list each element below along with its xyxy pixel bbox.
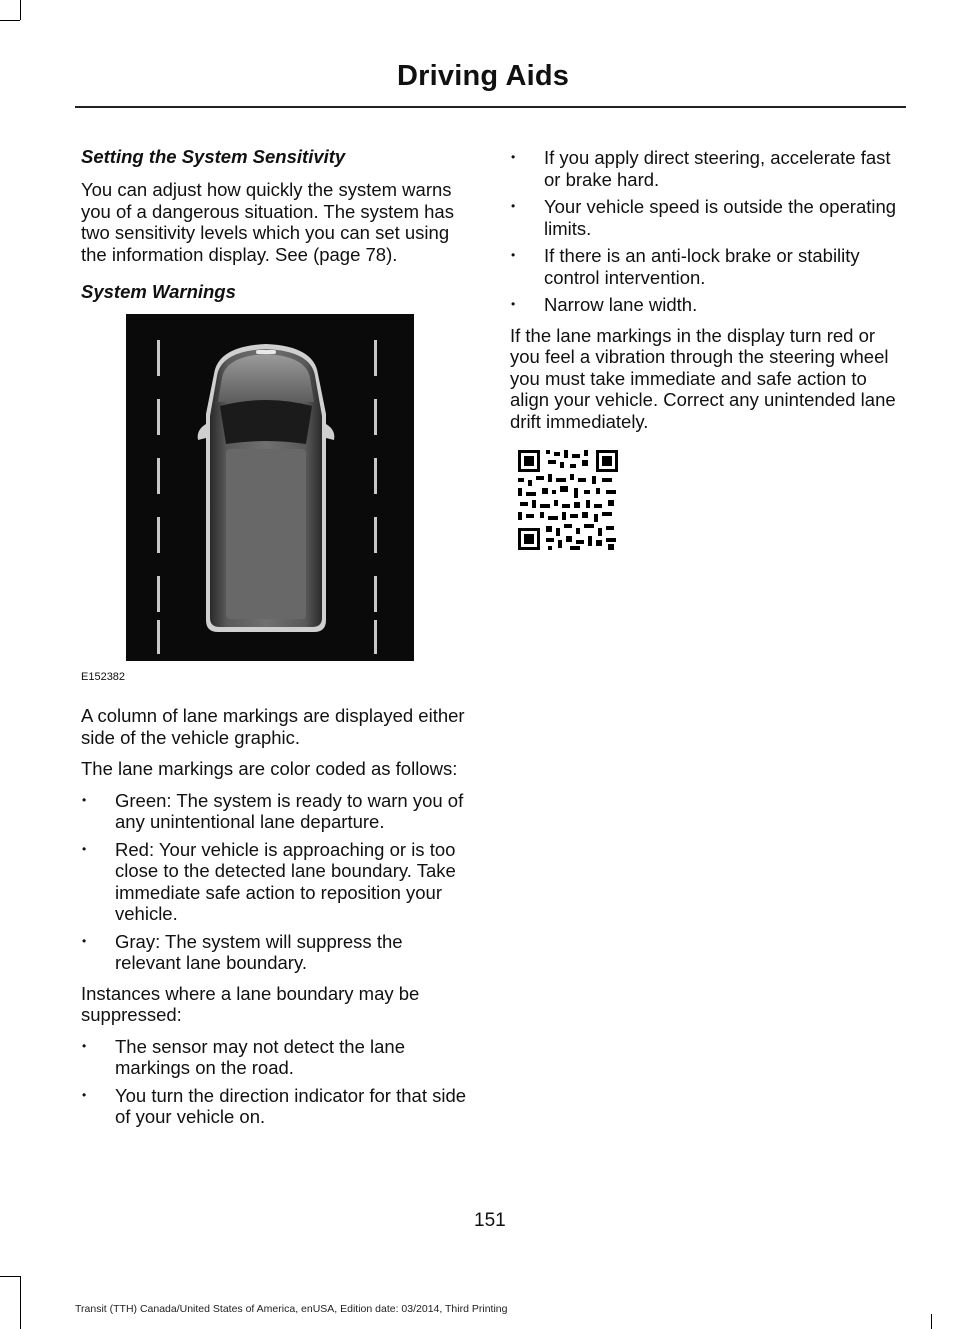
list-item: • You turn the direction indicator for that side of your vehicle on. <box>81 1085 473 1128</box>
page-number: 151 <box>474 1210 506 1231</box>
page-title: Driving Aids <box>397 60 570 92</box>
list-item: • Narrow lane width. <box>510 294 906 316</box>
instance-list-continued <box>510 147 906 316</box>
vehicle-lane-figure <box>126 314 414 661</box>
paragraph-sensitivity: You can adjust how quickly the system warns you of a dangerous situation. The system has two sensitivity levels which you can set using the information display. See (page 78). <box>81 179 454 265</box>
qr-code-graphic <box>512 444 624 556</box>
section-heading-sensitivity: Setting the System Sensitivity <box>81 146 346 167</box>
list-item: • The sensor may not detect the lane markings on the road. <box>81 1036 473 1079</box>
paragraph-column: A column of lane markings are displayed either side of the vehicle graphic. <box>81 705 465 748</box>
list-item: • Your vehicle speed is outside the operating limits. <box>510 196 906 239</box>
paragraph-instances: Instances where a lane boundary may be suppressed: <box>81 982 420 1025</box>
instance-list <box>81 1036 473 1128</box>
vehicle-lane-graphic-icon <box>126 314 414 661</box>
list-item: • Green: The system is ready to warn you of any unintentional lane departure. <box>81 790 473 833</box>
color-list <box>81 790 473 974</box>
figure-id: E152382 <box>81 671 126 683</box>
right-column <box>510 147 906 556</box>
crop-mark <box>20 1276 21 1329</box>
list-item: • Red: Your vehicle is approaching or is too close to the detected lane boundary. Take immediate safe action to reposition your vehicle. <box>81 839 473 925</box>
left-column <box>81 146 473 1137</box>
footer-edition: Transit (TTH) Canada/United States of America, enUSA, Edition date: 03/2014, Third Printing <box>75 1303 508 1315</box>
vehicle <box>198 344 335 632</box>
section-heading-warnings: System Warnings <box>81 281 236 302</box>
crop-mark <box>20 0 21 20</box>
paragraph-color: The lane markings are color coded as follows: <box>81 758 458 779</box>
crop-mark <box>931 1314 932 1329</box>
qr-code-icon <box>512 444 624 556</box>
list-item: • If you apply direct steering, accelerate fast or brake hard. <box>510 147 906 190</box>
list-item: • Gray: The system will suppress the relevant lane boundary. <box>81 931 473 974</box>
crop-mark <box>0 1276 20 1277</box>
header-divider <box>75 106 906 108</box>
crop-mark <box>0 20 20 21</box>
list-item: • If there is an anti-lock brake or stability control intervention. <box>510 245 906 288</box>
paragraph-red-warning: If the lane markings in the display turn red or you feel a vibration through the steering wheel you must take immediate and safe action to align your vehicle. Correct any unintended lane drift immediately. <box>510 324 896 432</box>
